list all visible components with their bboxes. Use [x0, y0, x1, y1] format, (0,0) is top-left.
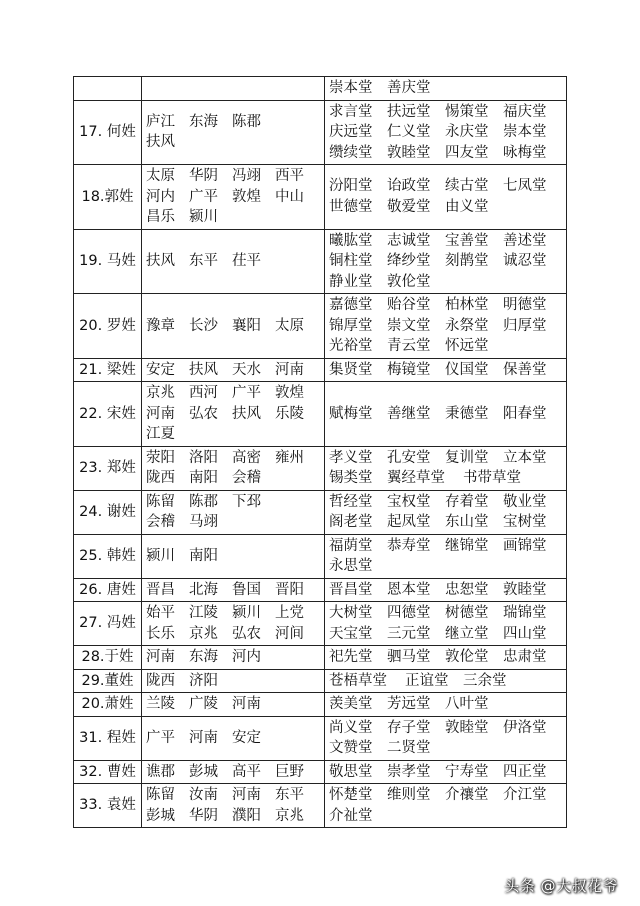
origin-places-cell	[142, 294, 325, 359]
surname-cell: 23. 郑姓	[74, 446, 142, 490]
hall-name: 维则堂	[387, 787, 431, 803]
hall-names-cell	[325, 602, 567, 646]
hall-names-cell	[325, 646, 567, 670]
hall-name: 七凤堂	[503, 178, 547, 195]
hall-name: 善述堂	[503, 232, 547, 249]
origin-place: 河内	[146, 188, 175, 205]
hall-name: 宝树堂	[503, 514, 547, 530]
surname-cell: 27. 冯姓	[74, 602, 142, 646]
hall-name: 铜柱堂	[329, 253, 373, 269]
hall-name: 孔安堂	[387, 449, 431, 466]
hall-name: 崇孝堂	[387, 763, 431, 780]
hall-name: 宝善堂	[445, 232, 489, 249]
hall-name: 崇文堂	[387, 317, 431, 334]
hall-name: 青云堂	[387, 338, 431, 354]
surname-cell: 26. 唐姓	[74, 578, 142, 602]
origin-place	[275, 112, 318, 133]
origin-place: 京兆	[189, 625, 218, 642]
hall-name: 怀远堂	[445, 338, 489, 354]
hall-name: 敦睦堂	[503, 581, 547, 598]
origin-place: 东海	[189, 649, 218, 665]
origin-place: 乐陵	[275, 405, 304, 422]
hall-name: 刻鹊堂	[445, 253, 489, 269]
hall-name: 书带草堂	[463, 470, 521, 486]
hall-name: 由义堂	[445, 198, 489, 215]
table-row	[74, 100, 567, 165]
hall-name: 介江堂	[503, 787, 547, 803]
hall-name: 缵续堂	[329, 144, 373, 161]
hall-name: 惕策堂	[445, 103, 489, 120]
table-row	[74, 693, 567, 717]
surname-cell: 25. 韩姓	[74, 534, 142, 578]
hall-name: 志诚堂	[387, 232, 431, 249]
origin-places-cell	[142, 100, 325, 165]
origin-places-cell	[142, 784, 325, 828]
origin-place: 京兆	[146, 385, 175, 401]
surname-cell: 18.郭姓	[74, 165, 142, 230]
surname-cell: 17. 何姓	[74, 100, 142, 165]
origin-place: 襄阳	[232, 317, 261, 334]
origin-place: 江陵	[189, 605, 218, 621]
origin-place: 冯翊	[232, 168, 261, 184]
hall-name: 起凤堂	[387, 514, 431, 530]
origin-place: 洛阳	[189, 449, 218, 466]
hall-name: 树德堂	[445, 605, 489, 621]
origin-place: 西河	[189, 385, 218, 401]
hall-name: 世德堂	[329, 198, 373, 215]
origin-place: 扶风	[232, 405, 261, 422]
hall-name: 祀先堂	[329, 649, 373, 665]
origin-places-cell	[142, 446, 325, 490]
origin-place: 南阳	[189, 470, 218, 486]
hall-name: 哲经堂	[329, 493, 373, 510]
origin-place: 庐江	[146, 113, 175, 130]
origin-place: 京兆	[275, 807, 304, 824]
origin-place: 颍川	[189, 209, 218, 225]
origin-places-cell	[142, 358, 325, 382]
origin-place: 长乐	[146, 625, 175, 642]
hall-name: 存子堂	[387, 719, 431, 736]
origin-place: 汝南	[189, 787, 218, 803]
origin-place: 长沙	[189, 317, 218, 334]
origin-place: 东平	[275, 787, 304, 803]
hall-name: 敦睦堂	[387, 144, 431, 161]
origin-place: 北海	[189, 581, 218, 598]
origin-place: 江夏	[146, 426, 175, 442]
hall-name: 忠肃堂	[503, 649, 547, 665]
origin-place: 河南	[146, 649, 175, 665]
origin-place: 始平	[146, 605, 175, 621]
surname-cell: 31. 程姓	[74, 716, 142, 760]
hall-names-cell	[325, 446, 567, 490]
surname-cell: 19. 马姓	[74, 229, 142, 294]
hall-name: 瑞锦堂	[503, 605, 547, 621]
hall-name: 阳春堂	[503, 405, 547, 422]
hall-name: 庆远堂	[329, 124, 373, 140]
hall-name: 三元堂	[387, 625, 431, 642]
origin-place: 敦煌	[232, 188, 261, 205]
origin-place: 濮阳	[232, 807, 261, 824]
origin-place: 彭城	[189, 763, 218, 780]
origin-place: 晋昌	[146, 581, 175, 598]
origin-place: 巨野	[275, 763, 304, 780]
hall-names-cell	[325, 100, 567, 165]
hall-name: 翼经草堂	[387, 470, 445, 486]
surname-table	[73, 76, 567, 828]
table-row	[74, 229, 567, 294]
origin-place: 弘农	[232, 625, 261, 642]
origin-place: 彭城	[146, 807, 175, 824]
hall-name: 集贤堂	[329, 361, 373, 378]
hall-name: 明德堂	[503, 297, 547, 313]
hall-name: 宝权堂	[387, 493, 431, 510]
origin-place: 东平	[189, 253, 218, 269]
surname-cell: 21. 梁姓	[74, 358, 142, 382]
hall-name: 敬思堂	[329, 763, 373, 780]
hall-names-cell	[325, 578, 567, 602]
hall-name: 绛纱堂	[387, 253, 431, 269]
hall-name: 锡类堂	[329, 470, 373, 486]
origin-place: 陈留	[146, 493, 175, 510]
origin-place: 广平	[232, 385, 261, 401]
origin-place: 河南	[232, 696, 261, 712]
surname-cell: 22. 宋姓	[74, 382, 142, 447]
table-row	[74, 646, 567, 670]
origin-place: 会稽	[232, 470, 261, 486]
hall-name: 四山堂	[503, 625, 547, 642]
hall-name: 敬爱堂	[387, 198, 431, 215]
hall-name: 芳远堂	[387, 696, 431, 712]
hall-name: 福荫堂	[329, 537, 373, 554]
hall-name: 永思堂	[329, 558, 373, 574]
hall-names-cell	[325, 760, 567, 784]
hall-name: 大树堂	[329, 605, 373, 621]
table-row	[74, 446, 567, 490]
origin-place: 太原	[275, 317, 304, 334]
table-row	[74, 578, 567, 602]
hall-name: 四友堂	[445, 144, 489, 161]
origin-place: 华阴	[189, 168, 218, 184]
hall-name: 永祭堂	[445, 317, 489, 334]
table-row	[74, 490, 567, 534]
hall-name: 光裕堂	[329, 338, 373, 354]
hall-name: 四德堂	[387, 605, 431, 621]
hall-names-cell	[325, 716, 567, 760]
origin-place: 陇西	[146, 672, 175, 689]
hall-name: 崇本堂	[503, 124, 547, 140]
hall-name: 苍梧草堂	[329, 672, 387, 689]
hall-name: 阁老堂	[329, 514, 373, 530]
origin-place: 河内	[232, 649, 261, 665]
origin-place: 广平	[189, 188, 218, 205]
table-row	[74, 784, 567, 828]
table-row	[74, 534, 567, 578]
hall-names-cell	[325, 534, 567, 578]
origin-place: 扶风	[146, 253, 175, 269]
origin-place	[275, 492, 318, 513]
origin-place: 兰陵	[146, 696, 175, 712]
hall-names-cell	[325, 229, 567, 294]
hall-name: 伊洛堂	[503, 719, 547, 736]
origin-place: 安定	[146, 361, 175, 378]
hall-name: 求言堂	[329, 103, 373, 120]
origin-place: 河南	[189, 729, 218, 746]
origin-place: 太原	[146, 168, 175, 184]
table-row	[74, 716, 567, 760]
hall-names-cell	[325, 294, 567, 359]
hall-names-cell	[325, 358, 567, 382]
hall-names-cell	[325, 165, 567, 230]
hall-name: 恭寿堂	[387, 537, 431, 554]
hall-name: 诒政堂	[387, 178, 431, 195]
origin-place: 南阳	[189, 547, 218, 564]
hall-name: 扶远堂	[387, 103, 431, 120]
hall-name: 敬业堂	[503, 493, 547, 510]
hall-name: 秉德堂	[445, 405, 489, 422]
origin-place: 安定	[232, 729, 261, 746]
hall-name: 介祉堂	[329, 807, 373, 824]
origin-place: 西平	[275, 168, 304, 184]
origin-place: 广陵	[189, 696, 218, 712]
origin-places-cell	[142, 165, 325, 230]
hall-name: 立本堂	[503, 449, 547, 466]
hall-names-cell	[325, 77, 567, 101]
origin-place: 会稽	[146, 514, 175, 530]
origin-place: 扶风	[146, 134, 175, 151]
origin-place: 陇西	[146, 470, 175, 486]
hall-name: 尚义堂	[329, 719, 373, 736]
hall-names-cell	[325, 784, 567, 828]
origin-place: 颍川	[146, 547, 175, 564]
hall-name: 继立堂	[445, 625, 489, 642]
origin-place: 谯郡	[146, 763, 175, 780]
origin-place: 河南	[146, 405, 175, 422]
origin-place: 陈郡	[189, 493, 218, 510]
origin-place: 下邳	[232, 493, 261, 510]
hall-name: 恩本堂	[387, 581, 431, 598]
hall-name: 画锦堂	[503, 537, 547, 554]
hall-name: 归厚堂	[503, 317, 547, 334]
surname-cell: 20. 罗姓	[74, 294, 142, 359]
origin-place: 颍川	[232, 605, 261, 621]
table-row	[74, 358, 567, 382]
surname-cell: 20.萧姓	[74, 693, 142, 717]
table-row	[74, 294, 567, 359]
hall-name: 梅镜堂	[387, 361, 431, 378]
hall-name: 锦厚堂	[329, 317, 373, 334]
hall-name: 二贤堂	[387, 740, 431, 756]
surname-cell: 33. 袁姓	[74, 784, 142, 828]
hall-name: 善庆堂	[387, 80, 431, 96]
hall-names-cell	[325, 382, 567, 447]
origin-place: 上党	[275, 605, 304, 621]
watermark: 头条 @大叔花爷	[504, 877, 618, 895]
origin-places-cell	[142, 646, 325, 670]
origin-places-cell	[142, 602, 325, 646]
hall-name: 怀楚堂	[329, 787, 373, 803]
hall-name: 敦睦堂	[445, 719, 489, 736]
origin-places-cell	[142, 382, 325, 447]
hall-name: 善继堂	[387, 405, 431, 422]
origin-places-cell	[142, 77, 325, 101]
hall-name: 续古堂	[445, 178, 489, 195]
table-row	[74, 760, 567, 784]
hall-name: 崇本堂	[329, 80, 373, 96]
hall-name: 文赞堂	[329, 740, 373, 756]
hall-name: 三余堂	[463, 672, 507, 689]
origin-place: 河南	[232, 787, 261, 803]
hall-name: 介禳堂	[445, 787, 489, 803]
origin-place: 晋阳	[275, 581, 304, 598]
hall-name: 四正堂	[503, 763, 547, 780]
origin-place: 茌平	[232, 253, 261, 269]
table-body	[74, 77, 567, 828]
hall-name: 静业堂	[329, 273, 373, 290]
hall-name: 永庆堂	[445, 124, 489, 140]
origin-place: 雍州	[275, 449, 304, 466]
origin-place: 中山	[275, 188, 304, 205]
origin-place: 河间	[275, 625, 304, 642]
hall-name: 驷马堂	[387, 649, 431, 665]
surname-cell: 28.于姓	[74, 646, 142, 670]
table-row	[74, 77, 567, 101]
origin-place: 华阴	[189, 807, 218, 824]
hall-name: 曦肱堂	[329, 232, 373, 249]
hall-name: 敦伦堂	[387, 273, 431, 290]
origin-place: 弘农	[189, 405, 218, 422]
origin-places-cell	[142, 534, 325, 578]
hall-name: 晋昌堂	[329, 581, 373, 598]
origin-places-cell	[142, 760, 325, 784]
origin-places-cell	[142, 716, 325, 760]
origin-place: 高平	[232, 763, 261, 780]
origin-place: 豫章	[146, 317, 175, 334]
origin-place: 广平	[146, 729, 175, 746]
origin-place: 陈留	[146, 787, 175, 803]
hall-name: 诚忍堂	[503, 253, 547, 269]
hall-name: 福庆堂	[503, 103, 547, 120]
hall-name: 柏林堂	[445, 297, 489, 313]
hall-name: 孝义堂	[329, 449, 373, 466]
table-row	[74, 669, 567, 693]
hall-name: 赋梅堂	[329, 405, 373, 422]
origin-place: 河南	[275, 361, 304, 378]
origin-places-cell	[142, 578, 325, 602]
hall-name: 复训堂	[445, 449, 489, 466]
hall-name: 宁寿堂	[445, 763, 489, 780]
surname-cell: 32. 曹姓	[74, 760, 142, 784]
origin-place: 鲁国	[232, 581, 261, 598]
origin-place: 敦煌	[275, 385, 304, 401]
table-row	[74, 602, 567, 646]
origin-places-cell	[142, 693, 325, 717]
hall-name: 八叶堂	[445, 696, 489, 712]
surname-cell	[74, 77, 142, 101]
origin-places-cell	[142, 669, 325, 693]
origin-places-cell	[142, 229, 325, 294]
hall-name: 东山堂	[445, 514, 489, 530]
hall-names-cell	[325, 490, 567, 534]
hall-name: 羡美堂	[329, 696, 373, 712]
origin-place: 昌乐	[146, 209, 175, 225]
origin-places-cell	[142, 490, 325, 534]
origin-place: 高密	[232, 449, 261, 466]
origin-place: 马翊	[189, 514, 218, 530]
table-row	[74, 165, 567, 230]
origin-place: 济阳	[189, 672, 218, 689]
hall-name: 汾阳堂	[329, 178, 373, 195]
origin-place: 陈郡	[232, 113, 261, 130]
hall-name: 贻谷堂	[387, 297, 431, 313]
hall-name: 仪国堂	[445, 361, 489, 378]
hall-name: 忠恕堂	[445, 581, 489, 598]
hall-name: 天宝堂	[329, 625, 373, 642]
surname-cell: 29.董姓	[74, 669, 142, 693]
surname-cell: 24. 谢姓	[74, 490, 142, 534]
hall-name: 咏梅堂	[503, 144, 547, 161]
hall-name: 仁义堂	[387, 124, 431, 140]
hall-name: 继锦堂	[445, 537, 489, 554]
hall-name: 存着堂	[445, 493, 489, 510]
hall-names-cell	[325, 693, 567, 717]
origin-place: 荥阳	[146, 449, 175, 466]
hall-name: 正谊堂	[405, 672, 449, 689]
hall-name: 保善堂	[503, 361, 547, 378]
table-row	[74, 382, 567, 447]
hall-name: 嘉德堂	[329, 297, 373, 313]
origin-place: 东海	[189, 113, 218, 130]
hall-name: 敦伦堂	[445, 649, 489, 665]
origin-place: 扶风	[189, 361, 218, 378]
hall-names-cell	[325, 669, 567, 693]
origin-place: 天水	[232, 361, 261, 378]
